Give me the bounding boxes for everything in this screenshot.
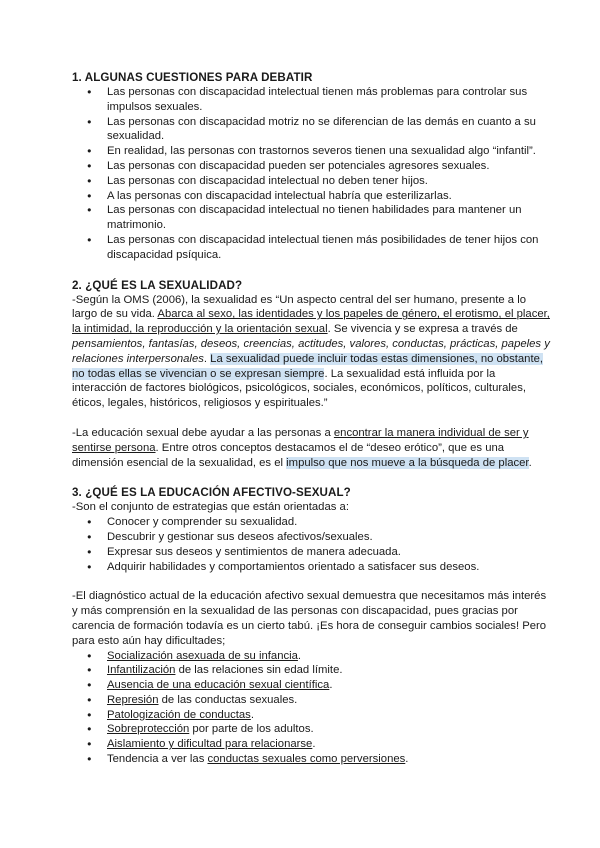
underlined-text: Patologización de conductas: [107, 708, 251, 721]
debate-list: [72, 85, 550, 263]
text-run: .: [405, 753, 409, 766]
paragraph-educacion-sexual: [72, 426, 550, 470]
text-run: de las relaciones sin edad límite.: [175, 664, 343, 677]
section-heading: 2. ¿QUÉ ES LA SEXUALIDAD?: [72, 278, 243, 292]
blank-line: [72, 411, 550, 426]
text-run: .: [312, 738, 316, 751]
list-item: ● Las personas con discapacidad motriz no se diferencian de las demás en cuanto a su sexualidad.: [72, 115, 550, 145]
paragraph-diagnostico: -El diagnóstico actual de la educación afectivo sexual demuestra que necesitamos más interés y más comprensión en la sexualidad de las personas con discapacidad, pues gracias por carencia de formación todavía es un cierto tabú. ¡Es hora de conseguir cambios sociales! Pero para esto aún hay dificultades;: [72, 590, 547, 647]
text-run: . Se vivencia y se expresa a través de: [327, 323, 518, 336]
list-item: [72, 737, 550, 752]
list-item: ● Adquirir habilidades y comportamientos orientado a satisfacer sus deseos.: [72, 560, 550, 575]
underlined-text: Sobreprotección: [107, 723, 190, 736]
list-item: [72, 708, 550, 723]
strategies-list: [72, 515, 550, 574]
highlighted-text: La sexualidad puede incluir todas estas dimensiones, no obstante, no todas ellas se vivencian o se expresan siempre: [72, 352, 544, 380]
difficulties-list: [72, 649, 550, 767]
list-item: ● Expresar sus deseos y sentimientos de manera adecuada.: [72, 545, 550, 560]
list-item: ● A las personas con discapacidad intelectual habría que esterilizarlas.: [72, 189, 550, 204]
underlined-text: conductas sexuales como perversiones: [207, 753, 406, 766]
text-run: . Entre otros conceptos destacamos el de “deseo erótico”, que es una dimensión esencial de la sexualidad, es el: [72, 441, 505, 469]
list-item: [72, 693, 550, 708]
section-debate: [72, 70, 550, 263]
underlined-text: Ausencia de una educación sexual científica: [107, 679, 330, 692]
text-run: .: [528, 456, 532, 469]
section-heading: 1. ALGUNAS CUESTIONES PARA DEBATIR: [72, 71, 313, 84]
list-item: ● Conocer y comprender su sexualidad.: [72, 515, 550, 530]
blank-line: [72, 574, 550, 589]
underlined-text: Aislamiento y dificultad para relacionarse: [107, 738, 313, 751]
text-run: .: [329, 679, 333, 692]
text-run: . La sexualidad está influida por la interacción de factores biológicos, psicológicos, sociales, económicos, políticos, culturales, éticos, legales, históricos, religiosos y espirituales.”: [72, 367, 526, 410]
underlined-text: Socialización asexuada de su infancia: [107, 649, 298, 662]
text-run: .: [297, 649, 302, 662]
italic-text: pensamientos, fantasías, deseos, creencias, actitudes, valores, conductas, prácticas, papeles y relaciones interpersonales: [72, 337, 550, 365]
text-run: por parte de los adultos.: [189, 723, 314, 736]
list-item: ● Las personas con discapacidad intelectual no deben tener hijos.: [72, 174, 550, 189]
list-item: ● Las personas con discapacidad intelectual tienen más problemas para controlar sus impulsos sexuales.: [72, 85, 550, 115]
list-item: [72, 752, 550, 767]
underlined-text: encontrar la manera individual de ser y sentirse persona: [72, 426, 529, 454]
section-sexualidad: [72, 278, 550, 471]
list-item: ● En realidad, las personas con trastornos severos tienen una sexualidad algo “infantil”.: [72, 144, 550, 159]
text-run: .: [250, 708, 254, 721]
underlined-text: Abarca al sexo, las identidades y los papeles de género, el erotismo, el placer, la intimidad, la reproducción y la orientación sexual: [72, 308, 550, 336]
text-run: Tendencia a ver las: [107, 753, 208, 766]
section-heading: 3. ¿QUÉ ES LA EDUCACIÓN AFECTIVO-SEXUAL?: [72, 486, 351, 500]
text-run: -Según la OMS (2006), la sexualidad es “Un aspecto central del ser humano, presente a lo largo de su vida.: [72, 293, 527, 321]
paragraph-oms: [72, 293, 550, 411]
highlighted-text: impulso que nos mueve a la búsqueda de placer: [286, 456, 529, 469]
list-item: [72, 649, 550, 664]
list-item: [72, 663, 550, 678]
section-educacion-afectivo-sexual: [72, 485, 550, 767]
text-run: .: [203, 352, 211, 365]
list-item: [72, 722, 550, 737]
list-item: ● Las personas con discapacidad pueden ser potenciales agresores sexuales.: [72, 159, 550, 174]
list-item: ● Descubrir y gestionar sus deseos afectivos/sexuales.: [72, 530, 550, 545]
text-run: -La educación sexual debe ayudar a las personas a: [72, 426, 334, 439]
underlined-text: Infantilización: [107, 664, 176, 677]
text-run: de las conductas sexuales.: [158, 693, 298, 706]
paragraph-intro: -Son el conjunto de estrategias que están orientadas a:: [72, 501, 349, 514]
list-item: [72, 678, 550, 693]
underlined-text: Represión: [107, 693, 159, 706]
list-item: ● Las personas con discapacidad intelectual tienen más posibilidades de tener hijos con discapacidad psíquica.: [72, 233, 550, 263]
list-item: ● Las personas con discapacidad intelectual no tienen habilidades para mantener un matrimonio.: [72, 203, 550, 233]
